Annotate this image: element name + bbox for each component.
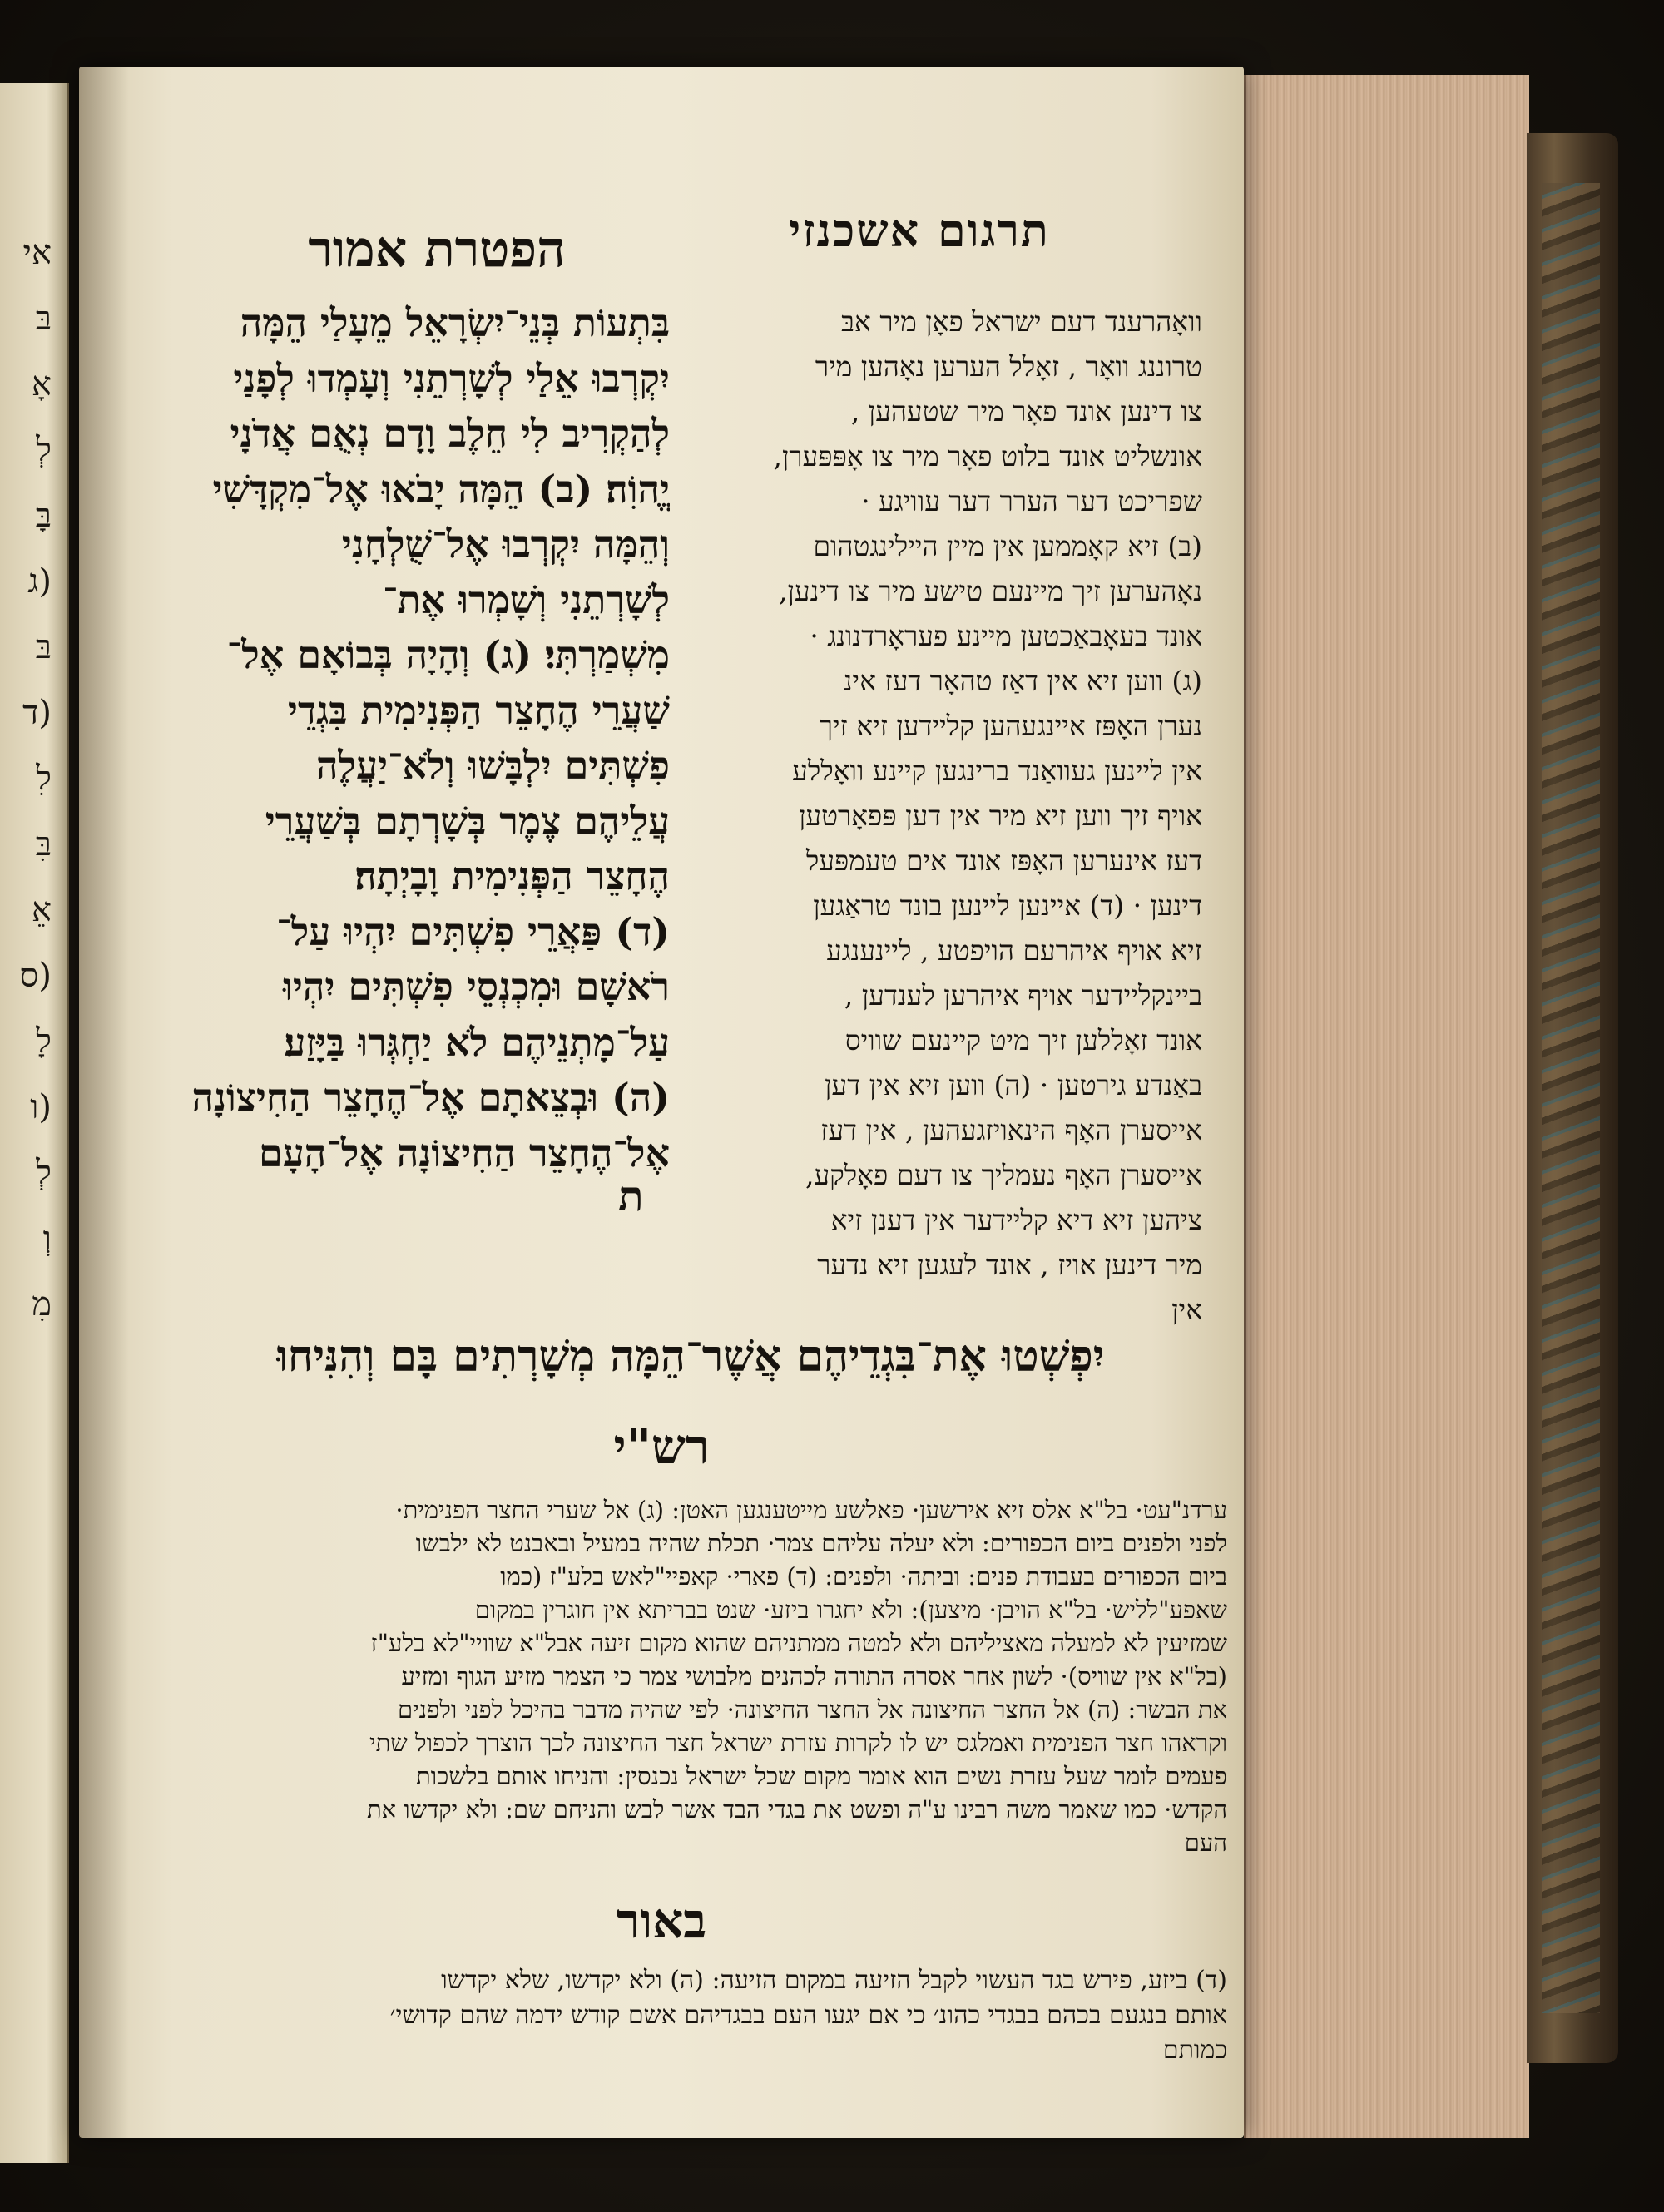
targum-line: אונשליט אונד בלוט פאָר מיר צו אָפּפּערן, <box>773 440 1202 473</box>
beur-commentary <box>204 1963 1227 2068</box>
rashi-commentary <box>196 1493 1227 1859</box>
adjacent-page-fragment: בּ <box>35 628 52 666</box>
catchword: ת <box>618 1171 644 1220</box>
rashi-line: העם <box>1184 1828 1227 1857</box>
hebrew-line: שַׁעֲרֵי הֶחָצֵר הַפְּנִימִית בִּגְדֵי <box>287 687 670 733</box>
targum-line: אייסערן האָף נעמליך צו דעם פאָלקע, <box>805 1159 1202 1191</box>
rashi-line: ביום הכפורים בעבודת פנים: וביתה· ולפנים: (ד) פארי· קאפיי"לאש בלע"ז (כמו <box>500 1562 1227 1591</box>
hebrew-line: (ה) וּבְצֵאתָם אֶל־הֶחָצֵר הַחִיצוֹנָה <box>191 1075 670 1120</box>
adjacent-page-fragment: אי <box>22 234 52 272</box>
adjacent-page-fragment: מִ <box>32 1285 52 1324</box>
targum-line: באַנדע גירטען · (ה) ווען זיא אין דען <box>825 1069 1202 1101</box>
continuation-line: יִפְשְׁטוּ אֶת־בִּגְדֵיהֶם אֲשֶׁר־הֵמָּה מְשָׁרְתִים בָּם וְהִנִּיחוּ <box>276 1331 1105 1382</box>
hebrew-line: רֹאשָׁם וּמִכְנְסֵי פִשְׁתִּים יִהְיוּ <box>283 964 670 1009</box>
targum-line: וואָהרענד דעם ישראל פאָן מיר אבּ <box>841 305 1202 338</box>
rashi-line: שאפע"לליש· בל"א הויבן· מיצען): ולא יחגרו ביזע· שנט בבריתא אין חוגרין במקום <box>474 1596 1227 1624</box>
book-page <box>79 67 1244 2138</box>
rashi-line: וקראהו חצר הפנימית ואמלגס יש לו לקרות עזרת ישראל חצר החיצונה לכך הוצרך לכפול שתי <box>369 1729 1227 1757</box>
targum-line: נאָהערען זיך מיינעם טישע מיר צו דינען, <box>779 575 1202 607</box>
targum-line: שפריכט דער הערר דער עוויגע · <box>861 485 1202 517</box>
rashi-heading: רש"י <box>613 1418 710 1475</box>
running-header-haftarah: הפטרת אמור <box>308 220 566 279</box>
hebrew-line: עַל־מָתְנֵיהֶם לֹא יַחְגְּרוּ בַּיָּזַע׃ <box>284 1019 670 1065</box>
hebrew-line: פִשְׁתִּים יִלְבָּשׁוּ וְלֹא־יַעֲלֶה <box>315 743 670 788</box>
hebrew-line: הֶחָצֵר הַפְּנִימִית וָבָיְתָה׃ <box>354 854 670 898</box>
rashi-line: (בל"א אין שוויס)· לשון אחר אסרה התורה לכהנים מלבושי צמר כי הצמר מזיע הגוף ומזיע <box>401 1662 1227 1690</box>
book-cover-spine <box>1527 133 1618 2063</box>
targum-line: צו דינען אונד פאָר מיר שטעהען , <box>850 395 1202 428</box>
beur-line: אותם בנגעם בכהם בבגדי כהונ׳ כי אם יגעו העם בבגדיהם אשם קודש ידמה שהם קדושי׳ <box>389 2001 1227 2030</box>
adjacent-page-fragment: בָּ <box>35 497 52 535</box>
hebrew-line: לְהַקְרִיב לִי חֵלֶב וָדָם נְאֻם אֲדֹנָי <box>230 411 670 456</box>
adjacent-page-fragment: אָ <box>31 365 52 403</box>
rashi-line: פעמים לומר שעל עזרת נשים הוא אומר מקום שכל ישראל נכנסין: והניחו אותם בלשכות <box>416 1762 1227 1790</box>
rashi-line: ערדנ"עט· בל"א אלס זיא אירשען· פאלשע מייטענגען האטן: (ג) אל שערי החצר הפנימית· <box>395 1496 1227 1524</box>
hebrew-line: בִּתְעוֹת בְּנֵי־יִשְׂרָאֵל מֵעָלַי הֵמָּה <box>240 300 670 345</box>
rashi-line: הקדש· כמו שאמר משה רבינו ע"ה ופשט את בגדי הבד אשר לבש והניחם שם: ולא יקדשו את <box>366 1795 1227 1824</box>
adjacent-page-fragment: (ס <box>19 957 52 995</box>
rashi-line: את הבשר: (ה) אל החצר החיצונה אל החצר החיצונה· לפי שהיה מדבר בהיכל לפני ולפנים <box>397 1695 1227 1724</box>
hebrew-line: יֱהוִֹה׃ (ב) הֵמָּה יָבֹאוּ אֶל־מִקְדָּשִׁי <box>212 466 670 512</box>
hebrew-line: (ד) פַּאֲרֵי פִשְׁתִּים יִהְיוּ עַל־ <box>276 908 670 954</box>
targum-line: נערן האָפּז איינגעהען קליידען זיא זיך <box>819 710 1202 742</box>
targum-line: אין <box>1171 1294 1202 1326</box>
targum-line: אין ליינען געוואַנד ברינגען קיינע וואָללע <box>792 755 1202 787</box>
targum-line: דעז אינערען האָפּז אונד אים טעמפּעל <box>805 844 1202 877</box>
beur-line: (ד) ביזע, פירש בגד העשוי לקבל הזיעה במקום הזיעה: (ה) ולא יקדשו, שלא יקדשו <box>441 1966 1227 1995</box>
adjacent-page-sliver <box>0 83 69 2163</box>
targum-line: אייסערן האָף הינאויזגעהען , אין דעז <box>820 1114 1202 1146</box>
beur-line: כמותם <box>1162 2036 1227 2065</box>
adjacent-page-fragment: לָ <box>36 1022 52 1061</box>
hebrew-line: אֶל־הֶחָצֵר הַחִיצוֹנָה אֶל־הָעָם <box>259 1130 670 1175</box>
adjacent-page-fragment: בּ <box>35 299 52 338</box>
adjacent-page-fragment: אֵ <box>31 891 52 929</box>
targum-line: טרוננג וואָר , זאָלל הערען נאָהען מיר <box>815 350 1202 383</box>
targum-column <box>670 299 1202 1333</box>
hebrew-line: לְשָׁרְתֵנִי וְשָׁמְרוּ אֶת־ <box>383 577 670 622</box>
targum-line: ציהען זיא דיא קליידער אין דענן זיא <box>830 1204 1202 1236</box>
targum-line: אונד זאָללען זיך מיט קיינעם שוויס <box>844 1024 1202 1057</box>
targum-line: (ב) זיא קאָממען אין מיין היילינגטהום <box>813 530 1202 562</box>
adjacent-page-fragment: בִּ <box>35 825 52 864</box>
adjacent-page-fragment: (ג <box>27 562 52 601</box>
rashi-line: לפני ולפנים ביום הכפורים: ולא יעלה עליהם צמר· תכלת שהיה במעיל ובאבנט לא ילבשו <box>415 1529 1227 1557</box>
book-fore-edge <box>1244 75 1529 2138</box>
targum-line: אויף זיך ווען זיא מיר אין דען פּפאָרטען <box>799 799 1202 832</box>
hebrew-line: מִשְׁמַרְתִּי׃ (ג) וְהָיָה בְּבוֹאָם אֶל־ <box>226 632 670 677</box>
running-header-targum: תרגום אשכנזי <box>789 204 1050 257</box>
targum-line: דינען · (ד) איינען ליינען בונד טראַגען <box>813 889 1202 922</box>
adjacent-page-fragment: (ד <box>22 694 52 732</box>
hebrew-line: עֲלֵיהֶם צֶמֶר בְּשָׁרְתָם בְּשַׁעֲרֵי <box>265 798 670 844</box>
adjacent-page-fragment: (ו <box>30 1088 52 1126</box>
targum-line: מיר דינען אויז , אונד לעגען זיא נדער <box>817 1249 1202 1281</box>
targum-line: אונד בעאָבאַכטען מיינע פעראָרדנונג · <box>810 620 1202 652</box>
hebrew-line: וְהֵמָּה יִקְרְבוּ אֶל־שֻׁלְחָנִי <box>341 522 670 567</box>
hebrew-line: יִקְרְבוּ אֵלַי לְשָׁרְתֵנִי וְעָמְדוּ לְפָנַי <box>233 355 670 401</box>
adjacent-page-fragment: לִ <box>36 760 52 798</box>
rashi-line: שמזיעין לא למעלה מאציליהם ולא למטה ממתניהם שהוא מקום זיעה אבל"א שוויי"לא בלע"ז <box>370 1629 1227 1657</box>
hebrew-text-column <box>179 295 670 1180</box>
beur-heading: באור <box>616 1893 707 1949</box>
targum-line: ביינקליידער אויף איהרען לענדען , <box>844 979 1202 1012</box>
adjacent-page-fragment: לְ <box>36 431 52 469</box>
adjacent-page-fragment: לְ <box>36 1154 52 1192</box>
targum-line: זיא אויף איהרעם הויפטע , ליינענגע <box>826 934 1202 967</box>
adjacent-page-fragment: וְ <box>42 1220 52 1258</box>
targum-line: (ג) ווען זיא אין דאַז טהאָר דעז אינ <box>843 665 1202 697</box>
